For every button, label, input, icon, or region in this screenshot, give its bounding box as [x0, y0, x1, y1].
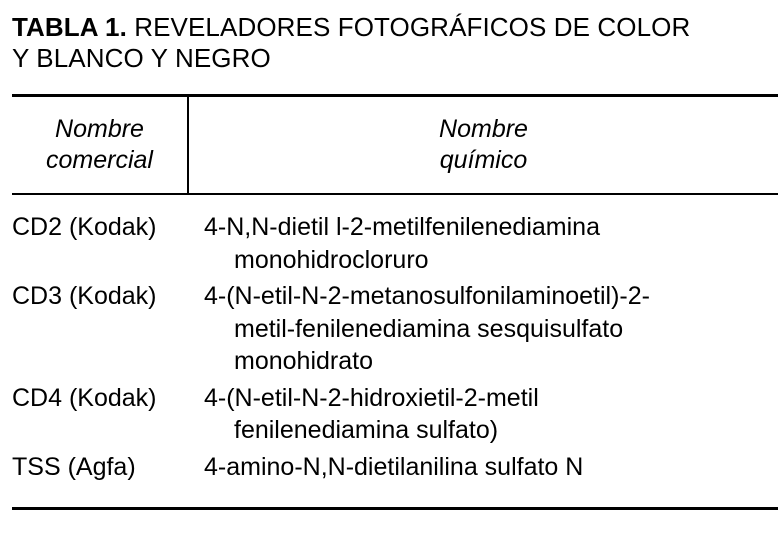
table-title-line-2: Y BLANCO Y NEGRO [12, 43, 271, 73]
chemical-name-cell [204, 451, 778, 484]
chemical-name-cell [204, 211, 778, 276]
trade-name-cell: CD3 (Kodak) [12, 282, 157, 310]
chemical-name-line: monohidrocloruro [234, 245, 429, 274]
chemical-name-line: monohidrato [234, 347, 373, 375]
table-title-line-1: REVELADORES FOTOGRÁFICOS DE COLOR [134, 12, 691, 42]
trade-name-cell: CD2 (Kodak) [12, 213, 157, 241]
chemical-name-line: 4-(N-etil-N-2-hidroxietil-2-metil [204, 383, 539, 412]
table-row [12, 382, 778, 447]
table-body [12, 195, 778, 507]
table-row [12, 211, 778, 276]
header-trade-name [12, 97, 189, 193]
header-chemical-name [189, 97, 778, 193]
chemical-name-cell [204, 382, 778, 447]
header-trade-name-line-2: comercial [46, 146, 153, 174]
header-trade-name-line-1: Nombre [55, 115, 144, 143]
table-label: TABLA 1. [12, 12, 127, 42]
chemical-name-line: 4-amino-N,N-dietilanilina sulfato N [204, 452, 584, 481]
caption-line-1 [12, 12, 778, 43]
table-row [12, 451, 778, 484]
bottom-rule [12, 507, 778, 510]
table-header [12, 97, 778, 193]
chemical-name-line: 4-(N-etil-N-2-metanosulfonilaminoetil)-2- [204, 282, 650, 310]
header-chemical-name-line-2: químico [439, 146, 528, 174]
chemical-name-line: fenilenediamina sulfato) [234, 416, 499, 444]
chemical-name-line: metil-fenilenediamina sesquisulfato [234, 314, 624, 343]
header-chemical-name-line-1: Nombre [439, 115, 528, 143]
chemical-name-cell [204, 280, 778, 378]
trade-name-cell: TSS (Agfa) [12, 452, 136, 481]
chemical-name-line: 4-N,N-dietil l-2-metilfenilenediamina [204, 213, 600, 241]
table-caption [12, 12, 778, 74]
table-row [12, 280, 778, 378]
trade-name-cell: CD4 (Kodak) [12, 383, 157, 412]
document-table [12, 12, 778, 510]
